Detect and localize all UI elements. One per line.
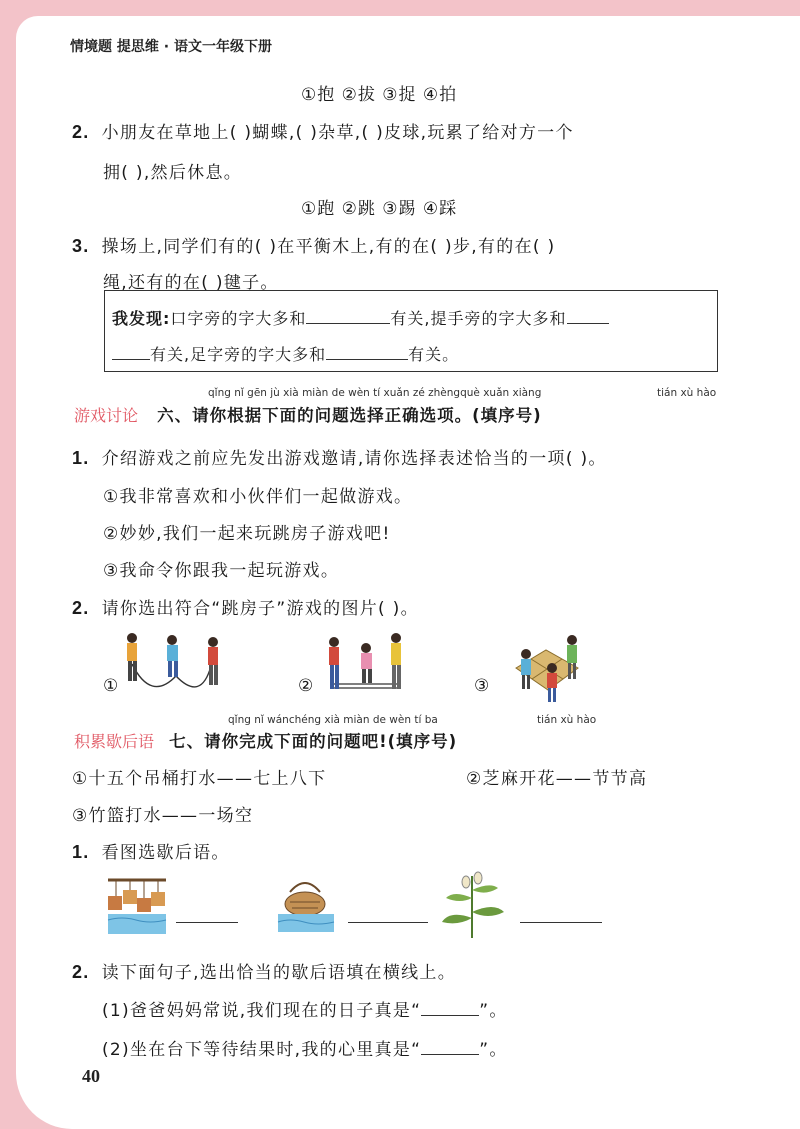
- sentence1-blank[interactable]: [421, 1015, 479, 1016]
- buckets-picture: [102, 874, 172, 936]
- s7-q2-s1a: (1)爸爸妈妈常说,我们现在的日子真是“: [102, 1001, 422, 1021]
- jump-rope-picture: [116, 628, 226, 700]
- s6-q1-text: 介绍游戏之前应先发出游戏邀请,请你选择表述恰当的一项( )。: [101, 449, 607, 469]
- s6-q2-text: 请你选出符合“跳房子”游戏的图片( )。: [101, 599, 419, 619]
- section6-pinyin2: tián xù hào: [657, 387, 717, 399]
- page-number: 40: [82, 1066, 100, 1086]
- section6-number: 六、: [157, 406, 193, 425]
- section7-heading: [74, 728, 457, 752]
- rubber-band-picture: [316, 628, 416, 700]
- s7-q2-number: 2.: [72, 962, 90, 982]
- discovery-blank3[interactable]: [326, 359, 408, 360]
- q2-line2: 拥( ),然后休息。: [103, 163, 243, 183]
- s7-q2-sentence2: [102, 1035, 508, 1060]
- hopscotch-picture: [506, 628, 586, 708]
- s7-q2-text: 读下面句子,选出恰当的歇后语填在横线上。: [101, 963, 457, 983]
- s6-image1-label: ①: [103, 676, 120, 696]
- q2-options: ①跑 ②跳 ③踢 ④踩: [301, 199, 458, 219]
- s6-q2: [72, 594, 419, 619]
- s7-q1-number: 1.: [72, 842, 90, 862]
- saying-1: ①十五个吊桶打水——七上八下: [72, 769, 327, 789]
- s7-q1: [72, 838, 230, 863]
- s6-image2-label: ②: [298, 676, 315, 696]
- s7-q2-s2a: (2)坐在台下等待结果时,我的心里真是“: [102, 1040, 422, 1060]
- sentence2-blank[interactable]: [421, 1054, 479, 1055]
- s6-q1-option1: ①我非常喜欢和小伙伴们一起做游戏。: [103, 487, 413, 507]
- discovery-blank1[interactable]: [306, 323, 390, 324]
- answer-blank-2[interactable]: [348, 922, 428, 923]
- s6-q2-number: 2.: [72, 598, 90, 618]
- q3-line2: 绳,还有的在( )毽子。: [103, 273, 279, 293]
- discovery-t4: 有关。: [408, 345, 460, 364]
- s7-q2-s1b: ”。: [479, 1001, 508, 1021]
- saying-3: ③竹篮打水——一场空: [72, 806, 254, 826]
- q2-line1: [72, 118, 574, 143]
- section6-tag: 游戏讨论: [74, 406, 139, 425]
- s6-image3-label: ③: [474, 676, 491, 696]
- section7-tag: 积累歇后语: [74, 732, 155, 751]
- sesame-picture: [436, 868, 508, 940]
- q2-number: 2.: [72, 122, 90, 142]
- basket-picture: [270, 874, 340, 936]
- s6-q1: [72, 444, 607, 469]
- s6-q1-number: 1.: [72, 448, 90, 468]
- discovery-t2: 有关,提手旁的字大多和: [390, 309, 567, 328]
- discovery-blank2b[interactable]: [112, 359, 150, 360]
- q2-text1: 小朋友在草地上( )蝴蝶,( )杂草,( )皮球,玩累了给对方一个: [101, 123, 574, 143]
- s7-q1-text: 看图选歇后语。: [101, 843, 230, 863]
- discovery-line1: [112, 306, 609, 329]
- s7-q2: [72, 958, 456, 983]
- discovery-label: 我发现:: [112, 309, 171, 328]
- section6-heading: [74, 402, 542, 426]
- saying-2: ②芝麻开花——节节高: [466, 769, 648, 789]
- discovery-t3: 有关,足字旁的字大多和: [150, 345, 327, 364]
- section7-title: 请你完成下面的问题吧!(填序号): [204, 732, 458, 751]
- discovery-blank2[interactable]: [567, 323, 609, 324]
- s7-q2-s2b: ”。: [479, 1040, 508, 1060]
- q3-text1: 操场上,同学们有的( )在平衡木上,有的在( )步,有的在( ): [101, 237, 556, 257]
- section6-pinyin: qǐng nǐ gēn jù xià miàn de wèn tí xuǎn zé zhèngquè xuǎn xiàng: [208, 387, 542, 399]
- page: [16, 16, 800, 1129]
- s6-q1-option2: ②妙妙,我们一起来玩跳房子游戏吧!: [103, 524, 391, 544]
- discovery-line2: [112, 342, 459, 365]
- q3-number: 3.: [72, 236, 90, 256]
- section6-title: 请你根据下面的问题选择正确选项。(填序号): [192, 406, 542, 425]
- section7-pinyin2: tián xù hào: [537, 714, 597, 726]
- header-title: 情境题 提思维 · 语文一年级下册: [70, 39, 272, 55]
- discovery-t1: 口字旁的字大多和: [170, 309, 307, 328]
- section7-pinyin: qǐng nǐ wánchéng xià miàn de wèn tí ba: [228, 714, 438, 726]
- answer-blank-3[interactable]: [520, 922, 602, 923]
- q1-options: ①抱 ②拔 ③捉 ④拍: [301, 85, 458, 105]
- s7-q2-sentence1: [102, 996, 508, 1021]
- section7-number: 七、: [169, 732, 205, 751]
- q3-line1: [72, 232, 555, 257]
- answer-blank-1[interactable]: [176, 922, 238, 923]
- s6-q1-option3: ③我命令你跟我一起玩游戏。: [103, 561, 340, 581]
